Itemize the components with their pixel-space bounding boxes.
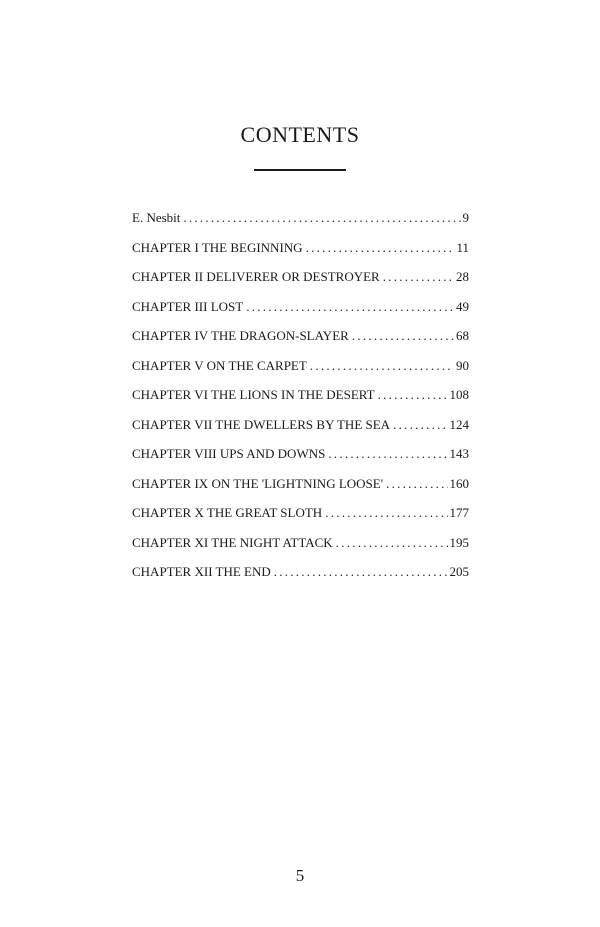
toc-entry-label: CHAPTER VII THE DWELLERS BY THE SEA <box>132 416 391 432</box>
toc-entry-label: CHAPTER IX ON THE 'LIGHTNING LOOSE' <box>132 475 384 491</box>
toc-entry-label: CHAPTER III LOST <box>132 298 244 314</box>
toc-entry-label: CHAPTER IV THE DRAGON-SLAYER <box>132 328 349 343</box>
dot-leader <box>393 410 447 440</box>
toc-entry-page: 9 <box>462 210 469 225</box>
title-underline <box>254 169 346 171</box>
page-number: 5 <box>295 866 305 885</box>
toc-entry-label: CHAPTER XII THE END <box>132 564 271 579</box>
dot-leader <box>383 262 454 292</box>
toc-entry-label: CHAPTER X THE GREAT SLOTH <box>132 505 323 520</box>
toc-entry-chapter-11[interactable] <box>132 528 469 558</box>
toc-entry-chapter-4[interactable] <box>132 321 469 351</box>
table-of-contents <box>132 203 469 587</box>
toc-entry-page: 108 <box>449 387 469 402</box>
toc-entry-page: 160 <box>449 475 469 491</box>
toc-entry-introduction[interactable] <box>132 203 469 233</box>
toc-entry-page: 11 <box>456 239 469 255</box>
dot-leader <box>328 439 447 469</box>
dot-leader <box>336 528 448 558</box>
toc-entry-page: 124 <box>449 416 469 432</box>
dot-leader <box>386 469 447 499</box>
dot-leader <box>352 321 454 351</box>
toc-entry-label: CHAPTER VIII UPS AND DOWNS <box>132 446 326 461</box>
toc-entry-label: CHAPTER XI THE NIGHT ATTACK <box>132 534 333 550</box>
toc-entry-chapter-5[interactable] <box>132 351 469 381</box>
toc-entry-label: CHAPTER VI THE LIONS IN THE DESERT <box>132 387 375 402</box>
toc-entry-label: CHAPTER V ON THE CARPET <box>132 357 307 373</box>
toc-entry-label: CHAPTER I THE BEGINNING <box>132 239 303 255</box>
toc-entry-chapter-1[interactable] <box>132 233 469 263</box>
toc-entry-page: 143 <box>449 446 469 461</box>
toc-entry-chapter-7[interactable] <box>132 410 469 440</box>
dot-leader <box>306 233 455 263</box>
toc-entry-page: 68 <box>456 328 469 343</box>
toc-entry-page: 205 <box>449 564 469 579</box>
toc-entry-page: 28 <box>456 269 469 284</box>
dot-leader <box>325 498 447 528</box>
toc-entry-chapter-3[interactable] <box>132 292 469 322</box>
toc-entry-chapter-6[interactable] <box>132 380 469 410</box>
dot-leader <box>246 292 454 322</box>
dot-leader <box>310 351 454 381</box>
toc-entry-page: 90 <box>456 357 469 373</box>
toc-entry-chapter-10[interactable] <box>132 498 469 528</box>
toc-entry-chapter-9[interactable] <box>132 469 469 499</box>
toc-entry-chapter-12[interactable] <box>132 557 469 587</box>
toc-entry-chapter-8[interactable] <box>132 439 469 469</box>
toc-entry-page: 177 <box>449 505 469 520</box>
toc-entry-chapter-2[interactable] <box>132 262 469 292</box>
toc-entry-label: CHAPTER II DELIVERER OR DESTROYER <box>132 269 380 284</box>
dot-leader <box>378 380 448 410</box>
toc-entry-page: 195 <box>449 534 469 550</box>
contents-title: CONTENTS <box>240 122 360 147</box>
dot-leader <box>274 557 448 587</box>
dot-leader <box>183 203 460 233</box>
toc-entry-page: 49 <box>456 298 469 314</box>
toc-entry-label: E. Nesbit <box>132 210 181 225</box>
